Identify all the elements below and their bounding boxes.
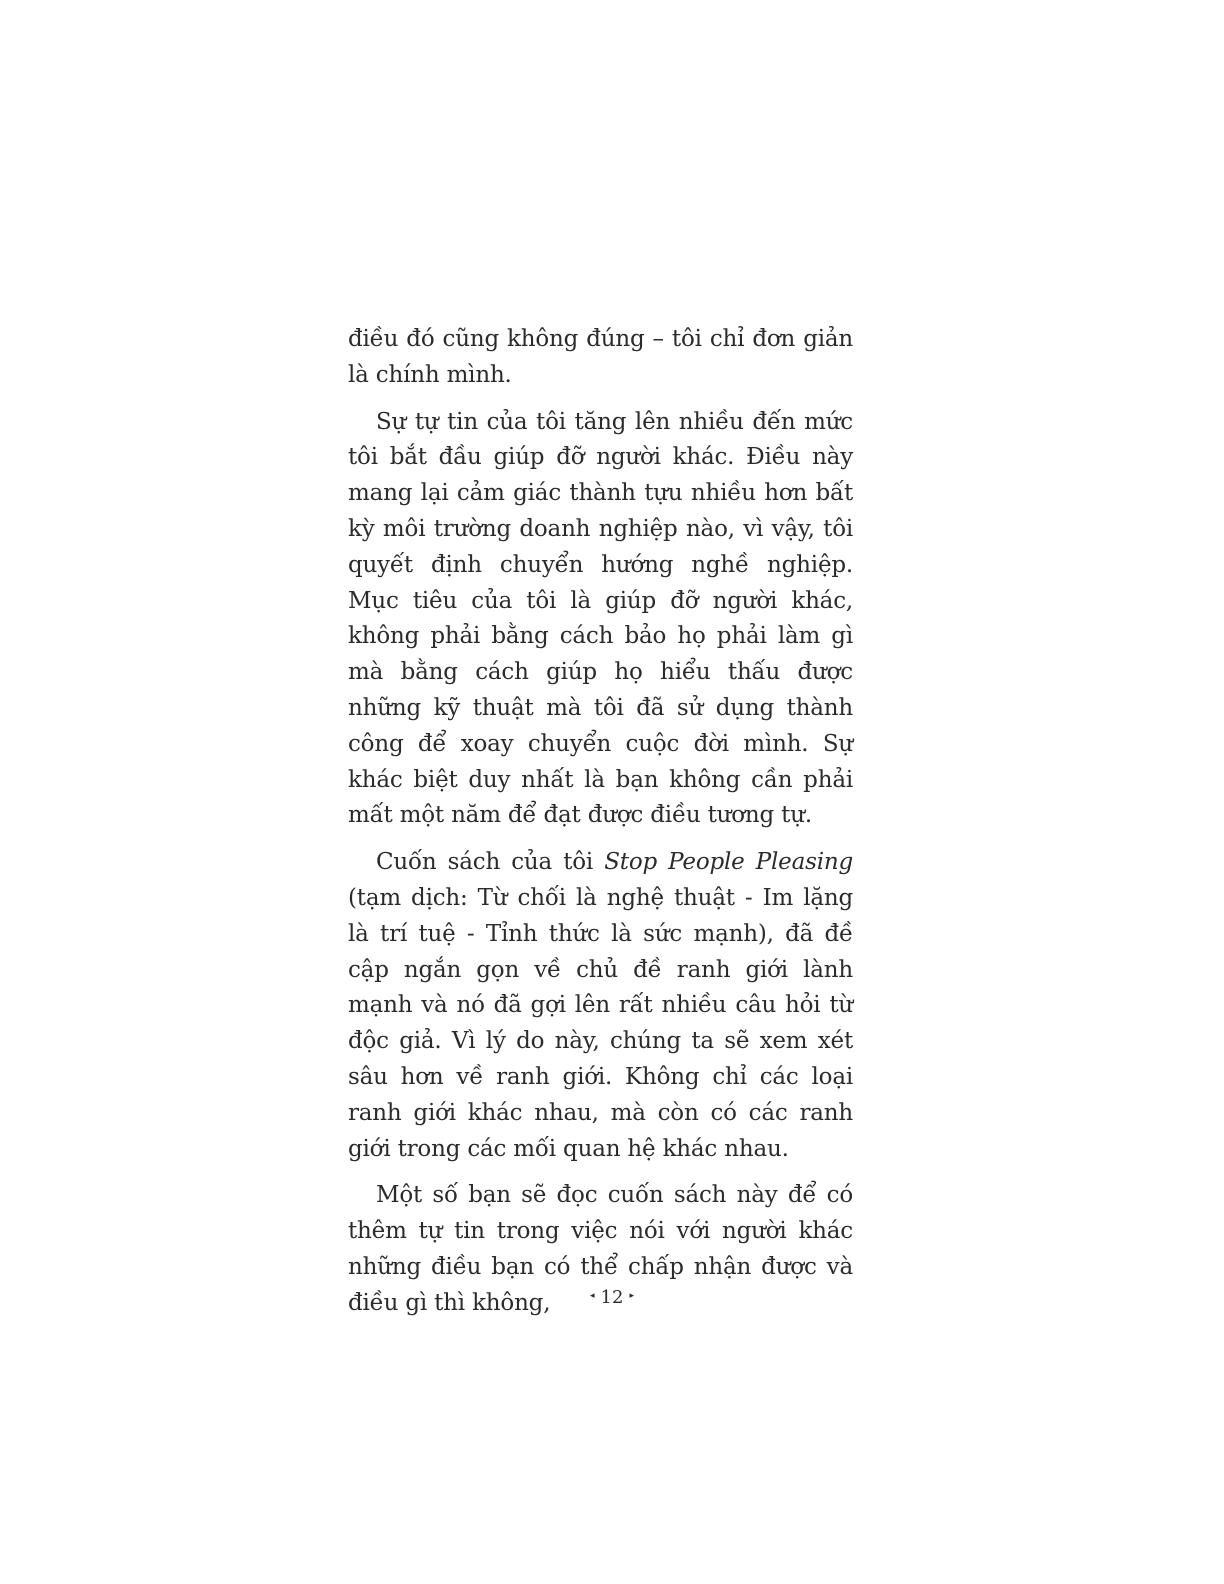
left-arrow-icon: ◂ <box>590 1291 595 1301</box>
page-number: 12 <box>600 1287 624 1308</box>
paragraph-4: Một số bạn sẽ đọc cuốn sách này để có thêm tự tin trong việc nói với người khác những điều bạn có thể chấp nhận được và điều gì thì không, <box>348 1182 853 1316</box>
paragraph-3-rest: (tạm dịch: Từ chối là nghệ thuật - Im lặng là trí tuệ - Tỉnh thức là sức mạnh), đã đề cập ngắn gọn về chủ đề ranh giới lành mạnh và nó đã gợi lên rất nhiều câu hỏi từ độc giả. Vì lý do này, chúng ta sẽ xem xét sâu hơn về ranh giới. Không chỉ các loại ranh giới khác nhau, mà còn có các ranh giới trong các mối quan hệ khác nhau. <box>348 884 853 1162</box>
paragraph-2: Sự tự tin của tôi tăng lên nhiều đến mức tôi bắt đầu giúp đỡ người khác. Điều này mang lại cảm giác thành tựu nhiều hơn bất kỳ môi trường doanh nghiệp nào, vì vậy, tôi quyết định chuyển hướng nghề nghiệp. Mục tiêu của tôi là giúp đỡ người khác, không phải bằng cách bảo họ phải làm gì mà bằng cách giúp họ hiểu thấu được những kỹ thuật mà tôi đã sử dụng thành công để xoay chuyển cuộc đời mình. Sự khác biệt duy nhất là bạn không cần phải mất một năm để đạt được điều tương tự. <box>348 408 853 829</box>
paragraph-1: điều đó cũng không đúng – tôi chỉ đơn giản là chính mình. <box>348 326 853 388</box>
body-text <box>348 322 853 1333</box>
paragraph-3-lead: Cuốn sách của tôi <box>376 849 605 876</box>
right-arrow-icon: ▸ <box>629 1291 634 1301</box>
book-title: Stop People Pleasing <box>604 849 853 876</box>
paragraph-3 <box>348 845 853 1167</box>
page-number-footer <box>0 1286 1224 1310</box>
